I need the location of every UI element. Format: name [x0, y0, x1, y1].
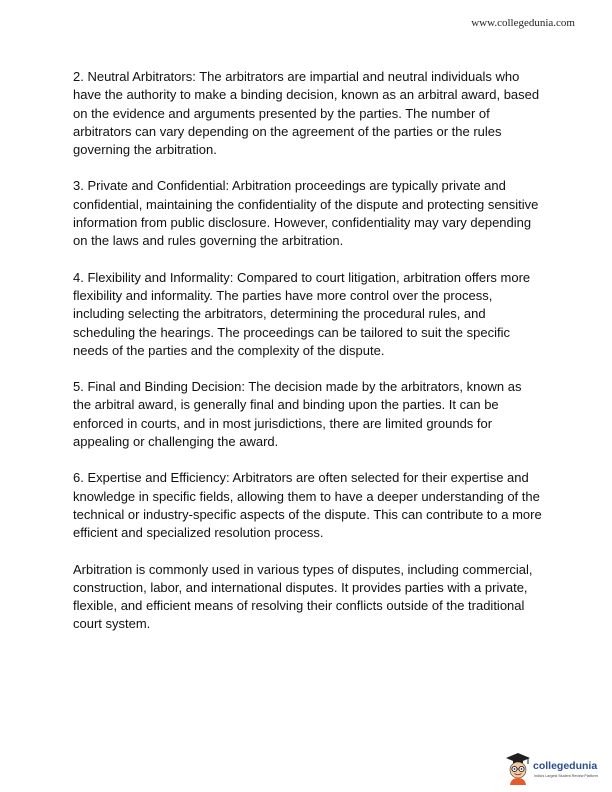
paragraph-final-binding-decision: 5. Final and Binding Decision: The decision made by the arbitrators, known as the arbitral award, is generally final and binding upon the parties. It can be enforced in courts, and in most jurisdictions, there are limited grounds for appealing or challenging the award. — [73, 379, 522, 450]
paragraph-private-confidential: 3. Private and Confidential: Arbitration proceedings are typically private and confidential, maintaining the confidentiality of the dispute and protecting sensitive information from public disclosure. However, confidentiality may vary depending on the laws and rules governing the arbitration. — [73, 178, 539, 249]
paragraph-expertise-efficiency: 6. Expertise and Efficiency: Arbitrators are often selected for their expertise and knowledge in specific fields, allowing them to have a deeper understanding of the technical or industry-specific aspects of the dispute. This can contribute to a more efficient and specialized resolution process. — [73, 470, 542, 541]
mascot-icon — [503, 751, 533, 785]
paragraph-flexibility-informality: 4. Flexibility and Informality: Compared to court litigation, arbitration offers more flexibility and informality. The parties have more control over the process, including selecting the arbitrators, determining the procedural rules, and scheduling the hearings. The proceedings can be tailored to suit the specific needs of the parties and the complexity of the dispute. — [73, 269, 531, 358]
logo-wordmark: collegedunia — [533, 760, 598, 772]
document-body — [73, 68, 543, 652]
logo-tagline: India's Largest Student Review Platform — [534, 774, 598, 778]
site-url: www.collegedunia.com — [471, 17, 575, 29]
collegedunia-logo — [503, 751, 603, 785]
paragraph-conclusion: Arbitration is commonly used in various types of disputes, including commercial, construction, labor, and international disputes. It provides parties with a private, flexible, and efficient means of resolving their conflicts outside of the traditional court system. — [73, 561, 533, 632]
paragraph-neutral-arbitrators: 2. Neutral Arbitrators: The arbitrators are impartial and neutral individuals who have the authority to make a binding decision, known as an arbitral award, based on the evidence and arguments presented by the parties. The number of arbitrators can vary depending on the agreement of the parties or the rules governing the arbitration. — [73, 69, 540, 158]
